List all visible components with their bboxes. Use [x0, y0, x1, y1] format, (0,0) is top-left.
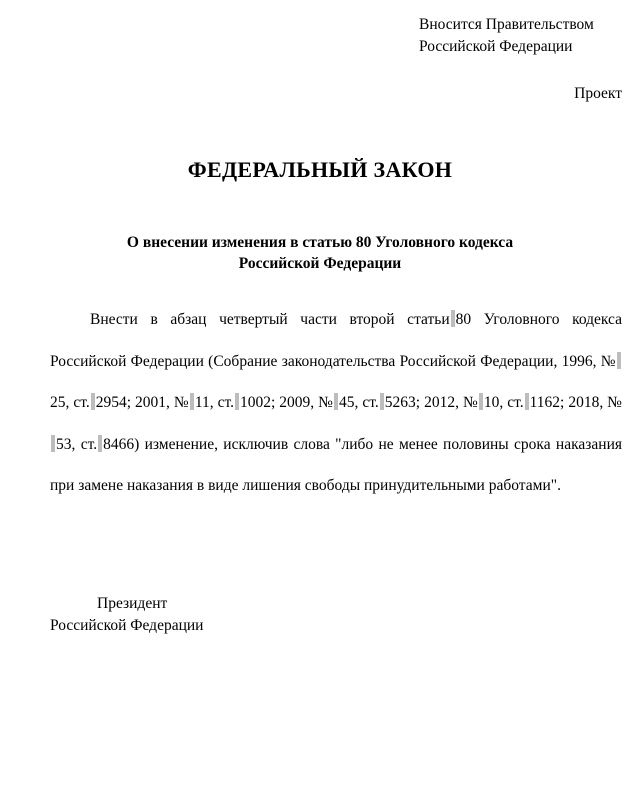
nonbreaking-space-mark — [51, 435, 55, 452]
body-segment: 80 Уголовного кодекса Российской Федерации (Собрание законодательства Российской Федерации, 1996, № — [50, 311, 622, 370]
submitted-by-line2: Российской Федерации — [419, 38, 573, 55]
nonbreaking-space-mark — [380, 393, 384, 410]
nonbreaking-space-mark — [98, 435, 102, 452]
law-title: ФЕДЕРАЛЬНЫЙ ЗАКОН — [187, 157, 453, 182]
nonbreaking-space-mark — [525, 393, 529, 410]
body-segment: 45, ст. — [339, 394, 379, 411]
law-subtitle-line2: Российской Федерации — [238, 255, 402, 272]
signature-country: Российской Федерации — [50, 617, 204, 634]
body-segment: Внести в абзац четвертый части второй статьи — [90, 311, 450, 328]
body-segment: 8466) изменение, исключив слова "либо не менее половины срока наказания при замене наказания в виде лишения свободы принудительными работами". — [50, 435, 622, 494]
body-segment: 53, ст. — [56, 435, 98, 453]
nonbreaking-space-mark — [235, 393, 239, 410]
signature-role: Президент — [97, 595, 168, 612]
body-segment: 2954; 2001, № — [95, 394, 189, 411]
body-segment: 25, ст. — [50, 394, 90, 411]
law-subtitle-line1: О внесении изменения в статью 80 Уголовного кодекса — [126, 234, 514, 251]
submitted-by-line1: Вносится Правительством — [419, 16, 594, 33]
nonbreaking-space-mark — [91, 393, 95, 410]
draft-status-label: Проект — [574, 85, 622, 102]
nonbreaking-space-mark — [190, 393, 194, 410]
nonbreaking-space-mark — [617, 352, 621, 369]
body-segment: 1002; 2009, № — [239, 394, 334, 411]
body-segment: 10, ст. — [483, 394, 524, 411]
nonbreaking-space-mark — [334, 393, 338, 410]
signature-block — [50, 593, 203, 637]
law-body-paragraph — [50, 299, 622, 507]
nonbreaking-space-mark — [451, 310, 455, 327]
body-segment: 5263; 2012, № — [384, 394, 478, 411]
nonbreaking-space-mark — [479, 393, 483, 410]
body-segment: 1162; 2018, № — [529, 394, 622, 411]
body-segment: 11, ст. — [194, 394, 234, 411]
submitted-by-block — [419, 14, 594, 58]
law-subtitle — [0, 232, 640, 274]
